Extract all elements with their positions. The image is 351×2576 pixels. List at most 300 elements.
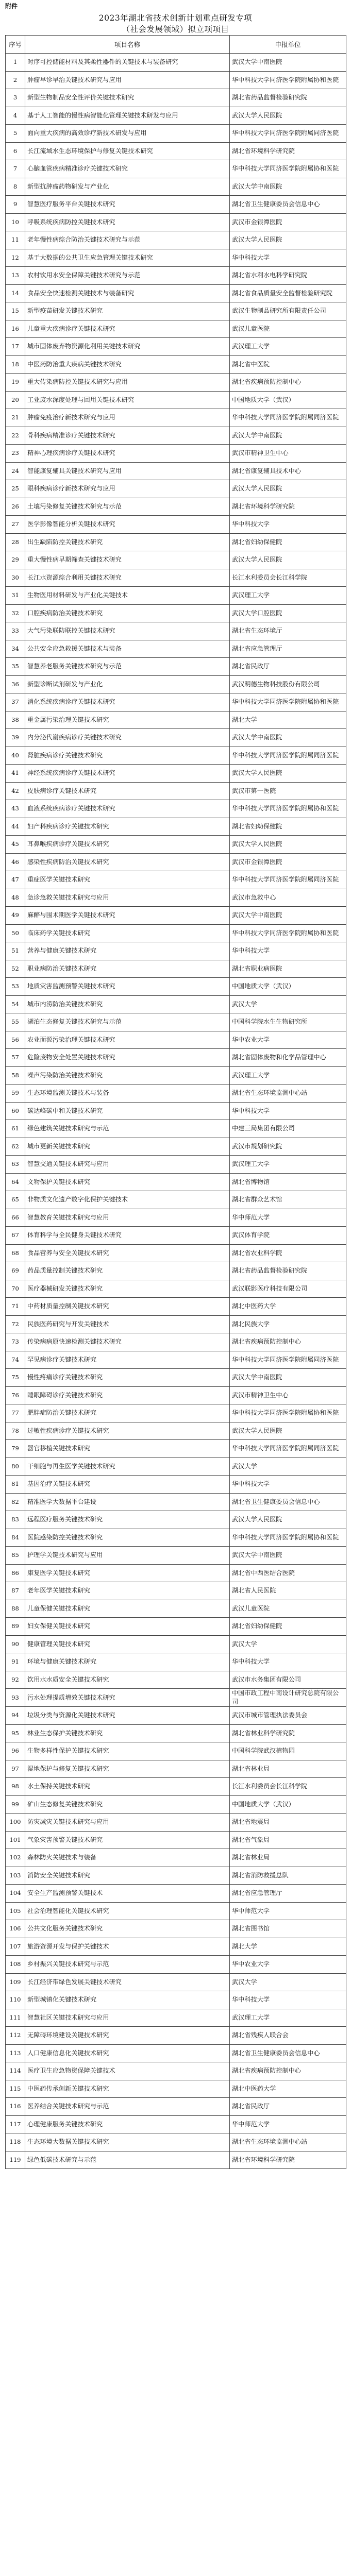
header-project-name: 项目名称 bbox=[25, 36, 230, 54]
table-row bbox=[6, 338, 346, 356]
row-number: 12 bbox=[6, 249, 25, 267]
applicant-unit: 武汉大学人民医院 bbox=[230, 1511, 346, 1529]
row-number: 34 bbox=[6, 640, 25, 658]
row-number: 26 bbox=[6, 498, 25, 516]
row-number: 3 bbox=[6, 89, 25, 107]
project-name: 内分泌代谢疾病诊疗关键技术研究 bbox=[25, 729, 230, 747]
table-row bbox=[6, 1742, 346, 1760]
table-row bbox=[6, 2115, 346, 2133]
project-name: 大气污染联防联控关键技术研究 bbox=[25, 622, 230, 640]
applicant-unit: 湖北省生态环境监测中心站 bbox=[230, 1084, 346, 1103]
table-row bbox=[6, 871, 346, 889]
applicant-unit: 武汉理工大学 bbox=[230, 338, 346, 356]
table-row bbox=[6, 1244, 346, 1262]
table-row bbox=[6, 907, 346, 925]
row-number: 116 bbox=[6, 2098, 25, 2116]
project-name: 生物医用材料研发与产业化关键技术 bbox=[25, 587, 230, 605]
row-number: 98 bbox=[6, 1778, 25, 1796]
project-name: 绿色低碳技术研究与示范 bbox=[25, 2151, 230, 2169]
project-name: 妇女保健关键技术研究 bbox=[25, 1618, 230, 1636]
table-row bbox=[6, 1795, 346, 1814]
table-row bbox=[6, 1138, 346, 1156]
table-row bbox=[6, 1227, 346, 1245]
table-row bbox=[6, 1493, 346, 1511]
row-number: 107 bbox=[6, 1938, 25, 1956]
applicant-unit: 武汉大学 bbox=[230, 1973, 346, 1991]
project-name: 智慧交通关键技术研究与应用 bbox=[25, 1156, 230, 1174]
project-name: 儿童重大疾病诊疗关键技术研究 bbox=[25, 320, 230, 338]
project-name: 智慧养老服务关键技术研究与示范 bbox=[25, 658, 230, 676]
row-number: 60 bbox=[6, 1102, 25, 1120]
table-row bbox=[6, 1440, 346, 1458]
table-row bbox=[6, 765, 346, 783]
row-number: 78 bbox=[6, 1422, 25, 1440]
applicant-unit: 华中科技大学同济医学院附属协和医院 bbox=[230, 71, 346, 89]
project-table bbox=[5, 35, 346, 2169]
project-name: 长江经济带绿色发展关键技术研究 bbox=[25, 1973, 230, 1991]
title-line-1: 2023年湖北省技术创新计划重点研发专项 bbox=[98, 13, 253, 23]
project-name: 重症医学关键技术研究 bbox=[25, 871, 230, 889]
row-number: 37 bbox=[6, 693, 25, 711]
row-number: 65 bbox=[6, 1191, 25, 1209]
table-row bbox=[6, 320, 346, 338]
applicant-unit: 华中科技大学同济医学院附属协和医院 bbox=[230, 1404, 346, 1422]
row-number: 104 bbox=[6, 1885, 25, 1903]
table-row bbox=[6, 498, 346, 516]
row-number: 39 bbox=[6, 729, 25, 747]
project-name: 环境与健康关键技术研究 bbox=[25, 1653, 230, 1671]
applicant-unit: 武汉儿童医院 bbox=[230, 1600, 346, 1618]
project-name: 重大慢性病早期筛查关键技术研究 bbox=[25, 551, 230, 569]
row-number: 19 bbox=[6, 374, 25, 392]
row-number: 52 bbox=[6, 960, 25, 978]
applicant-unit: 武汉市城市管理执法委员会 bbox=[230, 1707, 346, 1725]
table-row bbox=[6, 1600, 346, 1618]
applicant-unit: 湖北中医药大学 bbox=[230, 2080, 346, 2098]
applicant-unit: 湖北省消防救援总队 bbox=[230, 1867, 346, 1885]
project-name: 人口健康信息化关键技术研究 bbox=[25, 2044, 230, 2062]
table-row bbox=[6, 1476, 346, 1494]
row-number: 46 bbox=[6, 853, 25, 871]
project-name: 医学影像智能分析关键技术研究 bbox=[25, 516, 230, 534]
applicant-unit: 湖北省林业局 bbox=[230, 1849, 346, 1867]
row-number: 15 bbox=[6, 302, 25, 320]
row-number: 92 bbox=[6, 1671, 25, 1689]
row-number: 30 bbox=[6, 569, 25, 587]
table-row bbox=[6, 284, 346, 302]
project-name: 慢性疼痛诊疗关键技术研究 bbox=[25, 1369, 230, 1387]
applicant-unit: 武汉大学中南医院 bbox=[230, 907, 346, 925]
row-number: 95 bbox=[6, 1724, 25, 1742]
row-number: 119 bbox=[6, 2151, 25, 2169]
applicant-unit: 湖北省妇幼保健院 bbox=[230, 1618, 346, 1636]
project-name: 精准医学大数据平台建设 bbox=[25, 1493, 230, 1511]
project-name: 新型疫苗研发关键技术研究 bbox=[25, 302, 230, 320]
table-row bbox=[6, 1814, 346, 1832]
project-name: 肿瘤早诊早治关键技术研究与应用 bbox=[25, 71, 230, 89]
project-name: 职业病防治关键技术研究 bbox=[25, 960, 230, 978]
applicant-unit: 武汉大学人民医院 bbox=[230, 480, 346, 498]
applicant-unit: 湖北省固体废物和化学品管理中心 bbox=[230, 1049, 346, 1067]
table-row bbox=[6, 374, 346, 392]
applicant-unit: 武汉明德生物科技股份有限公司 bbox=[230, 675, 346, 693]
table-row bbox=[6, 142, 346, 160]
table-row bbox=[6, 1013, 346, 1031]
row-number: 31 bbox=[6, 587, 25, 605]
project-name: 罕见病诊疗关键技术研究 bbox=[25, 1351, 230, 1369]
row-number: 102 bbox=[6, 1849, 25, 1867]
applicant-unit: 武汉大学中南医院 bbox=[230, 178, 346, 196]
table-row bbox=[6, 1689, 346, 1707]
applicant-unit: 华中科技大学 bbox=[230, 1653, 346, 1671]
table-row bbox=[6, 409, 346, 427]
project-name: 老年慢性病综合防治关键技术研究与示范 bbox=[25, 231, 230, 249]
table-row bbox=[6, 267, 346, 285]
row-number: 89 bbox=[6, 1618, 25, 1636]
project-name: 长江水资源综合利用关键技术研究 bbox=[25, 569, 230, 587]
project-name: 口腔疾病防治关键技术研究 bbox=[25, 604, 230, 622]
applicant-unit: 华中科技大学同济医学院附属同济医院 bbox=[230, 409, 346, 427]
applicant-unit: 武汉大学人民医院 bbox=[230, 231, 346, 249]
applicant-unit: 华中科技大学 bbox=[230, 942, 346, 960]
applicant-unit: 华中科技大学同济医学院附属同济医院 bbox=[230, 747, 346, 765]
table-row bbox=[6, 658, 346, 676]
applicant-unit: 湖北省康复辅具技术中心 bbox=[230, 462, 346, 480]
project-name: 传染病病原快速检测关键技术研究 bbox=[25, 1333, 230, 1351]
row-number: 64 bbox=[6, 1173, 25, 1191]
table-row bbox=[6, 1547, 346, 1565]
row-number: 79 bbox=[6, 1440, 25, 1458]
applicant-unit: 华中师范大学 bbox=[230, 2115, 346, 2133]
row-number: 96 bbox=[6, 1742, 25, 1760]
attachment-label: 附件 bbox=[5, 3, 18, 10]
project-name: 消防安全关键技术研究 bbox=[25, 1867, 230, 1885]
project-name: 睡眠障碍诊疗关键技术研究 bbox=[25, 1386, 230, 1404]
table-row bbox=[6, 480, 346, 498]
project-name: 乡村振兴关键技术研究与示范 bbox=[25, 1956, 230, 1974]
table-row bbox=[6, 213, 346, 231]
applicant-unit: 武汉大学人民医院 bbox=[230, 551, 346, 569]
table-row bbox=[6, 1653, 346, 1671]
applicant-unit: 华中科技大学 bbox=[230, 249, 346, 267]
project-name: 心脑血管疾病精准诊疗关键技术研究 bbox=[25, 160, 230, 178]
row-number: 16 bbox=[6, 320, 25, 338]
row-number: 22 bbox=[6, 427, 25, 445]
project-name: 肿瘤免疫治疗新技术研究与应用 bbox=[25, 409, 230, 427]
project-name: 营养与健康关键技术研究 bbox=[25, 942, 230, 960]
project-name: 城市内涝防治关键技术研究 bbox=[25, 995, 230, 1013]
project-name: 医疗卫生应急物资保障关键技术 bbox=[25, 2062, 230, 2080]
table-row bbox=[6, 1173, 346, 1191]
applicant-unit: 中国市政工程中南设计研究总院有限公司 bbox=[230, 1689, 346, 1707]
project-name: 湖泊生态修复关键技术研究与示范 bbox=[25, 1013, 230, 1031]
row-number: 86 bbox=[6, 1564, 25, 1582]
table-row bbox=[6, 391, 346, 409]
row-number: 40 bbox=[6, 747, 25, 765]
applicant-unit: 武汉市水务集团有限公司 bbox=[230, 1671, 346, 1689]
applicant-unit: 湖北省妇幼保健院 bbox=[230, 533, 346, 551]
project-name: 社会治理智能化关键技术研究 bbox=[25, 1902, 230, 1920]
applicant-unit: 武汉市精神卫生中心 bbox=[230, 1386, 346, 1404]
project-name: 文物保护关键技术研究 bbox=[25, 1173, 230, 1191]
applicant-unit: 华中科技大学同济医学院附属同济医院 bbox=[230, 1440, 346, 1458]
applicant-unit: 武汉市第一医院 bbox=[230, 782, 346, 800]
table-row bbox=[6, 1991, 346, 2009]
row-number: 48 bbox=[6, 889, 25, 907]
table-row bbox=[6, 836, 346, 854]
project-name: 林业生态保护关键技术研究 bbox=[25, 1724, 230, 1742]
table-row bbox=[6, 107, 346, 125]
row-number: 29 bbox=[6, 551, 25, 569]
applicant-unit: 湖北省药品监督检验研究院 bbox=[230, 1262, 346, 1280]
row-number: 82 bbox=[6, 1493, 25, 1511]
project-name: 中药材质量控制关键技术研究 bbox=[25, 1298, 230, 1316]
applicant-unit: 武汉市规划研究院 bbox=[230, 1138, 346, 1156]
applicant-unit: 湖北中医药大学 bbox=[230, 1298, 346, 1316]
table-row bbox=[6, 1351, 346, 1369]
table-row bbox=[6, 889, 346, 907]
project-name: 生态环境大数据关键技术研究 bbox=[25, 2133, 230, 2151]
table-row bbox=[6, 1867, 346, 1885]
applicant-unit: 华中科技大学同济医学院附属协和医院 bbox=[230, 160, 346, 178]
row-number: 87 bbox=[6, 1582, 25, 1600]
table-row bbox=[6, 249, 346, 267]
applicant-unit: 华中科技大学同济医学院附属协和医院 bbox=[230, 1529, 346, 1547]
row-number: 67 bbox=[6, 1227, 25, 1245]
row-number: 56 bbox=[6, 1031, 25, 1049]
project-name: 消化系统疾病诊疗关键技术研究 bbox=[25, 693, 230, 711]
table-row bbox=[6, 924, 346, 942]
project-name: 污水处理提质增效关键技术研究 bbox=[25, 1689, 230, 1707]
applicant-unit: 武汉大学中南医院 bbox=[230, 1547, 346, 1565]
applicant-unit: 湖北省卫生健康委员会信息中心 bbox=[230, 2044, 346, 2062]
row-number: 23 bbox=[6, 445, 25, 463]
row-number: 77 bbox=[6, 1404, 25, 1422]
project-name: 中医药传承创新关键技术研究 bbox=[25, 2080, 230, 2098]
applicant-unit: 华中农业大学 bbox=[230, 1956, 346, 1974]
table-row bbox=[6, 1031, 346, 1049]
row-number: 90 bbox=[6, 1635, 25, 1653]
row-number: 84 bbox=[6, 1529, 25, 1547]
table-row bbox=[6, 1707, 346, 1725]
row-number: 73 bbox=[6, 1333, 25, 1351]
applicant-unit: 中国科学院水生生物研究所 bbox=[230, 1013, 346, 1031]
project-name: 皮肤病诊疗关键技术研究 bbox=[25, 782, 230, 800]
applicant-unit: 湖北省农业科学院 bbox=[230, 1244, 346, 1262]
table-row bbox=[6, 853, 346, 871]
applicant-unit: 华中科技大学同济医学院附属协和医院 bbox=[230, 693, 346, 711]
applicant-unit: 湖北省民政厅 bbox=[230, 2098, 346, 2116]
table-row bbox=[6, 445, 346, 463]
applicant-unit: 湖北省生态环境厅 bbox=[230, 622, 346, 640]
project-name: 重大传染病防控关键技术研究与应用 bbox=[25, 374, 230, 392]
row-number: 47 bbox=[6, 871, 25, 889]
project-name: 儿童保健关键技术研究 bbox=[25, 1600, 230, 1618]
applicant-unit: 湖北省中西医结合医院 bbox=[230, 1564, 346, 1582]
table-row bbox=[6, 178, 346, 196]
table-row bbox=[6, 1066, 346, 1084]
project-name: 无障碍环境建设关键技术研究 bbox=[25, 2027, 230, 2045]
row-number: 49 bbox=[6, 907, 25, 925]
project-name: 城市更新关键技术研究 bbox=[25, 1138, 230, 1156]
project-name: 时序可控储能材料及其柔性器件的关键技术与装备研究 bbox=[25, 54, 230, 72]
table-row bbox=[6, 1049, 346, 1067]
project-name: 老年医学关键技术研究 bbox=[25, 1582, 230, 1600]
table-header-row bbox=[6, 36, 346, 54]
applicant-unit: 武汉生物制品研究所有限责任公司 bbox=[230, 302, 346, 320]
row-number: 85 bbox=[6, 1547, 25, 1565]
row-number: 27 bbox=[6, 516, 25, 534]
table-row bbox=[6, 551, 346, 569]
project-name: 工业废水深度处理与回用关键技术研究 bbox=[25, 391, 230, 409]
row-number: 58 bbox=[6, 1066, 25, 1084]
row-number: 43 bbox=[6, 800, 25, 818]
row-number: 91 bbox=[6, 1653, 25, 1671]
row-number: 10 bbox=[6, 213, 25, 231]
project-name: 器官移植关键技术研究 bbox=[25, 1440, 230, 1458]
project-name: 神经系统疾病诊疗关键技术研究 bbox=[25, 765, 230, 783]
project-name: 湿地保护与修复关键技术研究 bbox=[25, 1760, 230, 1778]
applicant-unit: 湖北省妇幼保健院 bbox=[230, 818, 346, 836]
row-number: 7 bbox=[6, 160, 25, 178]
project-name: 农村饮用水安全保障关键技术研究与示范 bbox=[25, 267, 230, 285]
project-name: 智慧医疗服务平台关键技术研究 bbox=[25, 196, 230, 214]
project-name: 基于大数据的公共卫生应急管理关键技术研究 bbox=[25, 249, 230, 267]
table-row bbox=[6, 1778, 346, 1796]
applicant-unit: 湖北省地震局 bbox=[230, 1814, 346, 1832]
table-row bbox=[6, 2080, 346, 2098]
row-number: 14 bbox=[6, 284, 25, 302]
table-row bbox=[6, 1404, 346, 1422]
table-row bbox=[6, 1386, 346, 1404]
table-row bbox=[6, 1885, 346, 1903]
row-number: 81 bbox=[6, 1476, 25, 1494]
applicant-unit: 湖北省应急管理厅 bbox=[230, 640, 346, 658]
applicant-unit: 湖北省应急管理厅 bbox=[230, 1885, 346, 1903]
table-row bbox=[6, 1298, 346, 1316]
project-name: 危险废物安全处置关键技术研究 bbox=[25, 1049, 230, 1067]
applicant-unit: 湖北省生态环境监测中心站 bbox=[230, 2133, 346, 2151]
project-name: 健康管理关键技术研究 bbox=[25, 1635, 230, 1653]
row-number: 113 bbox=[6, 2044, 25, 2062]
row-number: 2 bbox=[6, 71, 25, 89]
row-number: 101 bbox=[6, 1831, 25, 1849]
applicant-unit: 武汉体育学院 bbox=[230, 1227, 346, 1245]
project-name: 中医药防治重大疾病关键技术研究 bbox=[25, 355, 230, 374]
applicant-unit: 武汉市金银潭医院 bbox=[230, 213, 346, 231]
row-number: 83 bbox=[6, 1511, 25, 1529]
table-row bbox=[6, 1156, 346, 1174]
table-row bbox=[6, 1529, 346, 1547]
applicant-unit: 长江水利委员会长江科学院 bbox=[230, 569, 346, 587]
project-name: 气象灾害预警关键技术研究 bbox=[25, 1831, 230, 1849]
table-row bbox=[6, 818, 346, 836]
project-name: 生物多样性保护关键技术研究 bbox=[25, 1742, 230, 1760]
document-title bbox=[5, 12, 346, 35]
applicant-unit: 华中科技大学同济医学院附属同济医院 bbox=[230, 1351, 346, 1369]
row-number: 17 bbox=[6, 338, 25, 356]
table-row bbox=[6, 231, 346, 249]
project-name: 医养结合关键技术研究与示范 bbox=[25, 2098, 230, 2116]
row-number: 88 bbox=[6, 1600, 25, 1618]
table-row bbox=[6, 1102, 346, 1120]
project-name: 医院感染防控关键技术研究 bbox=[25, 1529, 230, 1547]
table-row bbox=[6, 1511, 346, 1529]
row-number: 70 bbox=[6, 1280, 25, 1298]
row-number: 1 bbox=[6, 54, 25, 72]
table-row bbox=[6, 1458, 346, 1476]
row-number: 50 bbox=[6, 924, 25, 942]
project-name: 旅游资源开发与保护关键技术 bbox=[25, 1938, 230, 1956]
table-row bbox=[6, 2098, 346, 2116]
project-name: 智慧社区关键技术研究与应用 bbox=[25, 2009, 230, 2027]
applicant-unit: 湖北大学 bbox=[230, 1938, 346, 1956]
row-number: 111 bbox=[6, 2009, 25, 2027]
row-number: 38 bbox=[6, 711, 25, 729]
project-name: 心理健康服务关键技术研究 bbox=[25, 2115, 230, 2133]
applicant-unit: 湖北省环境科学研究院 bbox=[230, 498, 346, 516]
project-name: 防灾减灾关键技术研究与应用 bbox=[25, 1814, 230, 1832]
row-number: 9 bbox=[6, 196, 25, 214]
applicant-unit: 武汉市急救中心 bbox=[230, 889, 346, 907]
table-row bbox=[6, 1849, 346, 1867]
applicant-unit: 中国科学院武汉植物园 bbox=[230, 1742, 346, 1760]
table-row bbox=[6, 1618, 346, 1636]
table-row bbox=[6, 1315, 346, 1333]
applicant-unit: 湖北省水利水电科学研究院 bbox=[230, 267, 346, 285]
applicant-unit: 长江水利委员会长江科学院 bbox=[230, 1778, 346, 1796]
table-row bbox=[6, 427, 346, 445]
header-number: 序号 bbox=[6, 36, 25, 54]
table-row bbox=[6, 587, 346, 605]
table-row bbox=[6, 747, 346, 765]
row-number: 99 bbox=[6, 1795, 25, 1814]
project-name: 呼吸系统疾病防控关键技术研究 bbox=[25, 213, 230, 231]
project-name: 感染性疾病防治关键技术研究 bbox=[25, 853, 230, 871]
project-name: 非物质文化遗产数字化保护关键技术 bbox=[25, 1191, 230, 1209]
row-number: 28 bbox=[6, 533, 25, 551]
applicant-unit: 湖北省疾病预防控制中心 bbox=[230, 1333, 346, 1351]
row-number: 105 bbox=[6, 1902, 25, 1920]
project-name: 公共安全应急救援关键技术与装备 bbox=[25, 640, 230, 658]
table-row bbox=[6, 54, 346, 72]
applicant-unit: 华中科技大学同济医学院附属同济医院 bbox=[230, 125, 346, 143]
project-name: 噪声污染防治关键技术研究 bbox=[25, 1066, 230, 1084]
row-number: 103 bbox=[6, 1867, 25, 1885]
table-row bbox=[6, 1262, 346, 1280]
row-number: 76 bbox=[6, 1386, 25, 1404]
applicant-unit: 湖北省残疾人联合会 bbox=[230, 2027, 346, 2045]
row-number: 106 bbox=[6, 1920, 25, 1938]
project-name: 面向重大疾病的高效诊疗新技术研发与应用 bbox=[25, 125, 230, 143]
project-name: 公共文化服务关键技术研究 bbox=[25, 1920, 230, 1938]
table-row bbox=[6, 942, 346, 960]
row-number: 59 bbox=[6, 1084, 25, 1103]
row-number: 93 bbox=[6, 1689, 25, 1707]
row-number: 57 bbox=[6, 1049, 25, 1067]
project-name: 垃圾分类与资源化关键技术研究 bbox=[25, 1707, 230, 1725]
applicant-unit: 华中师范大学 bbox=[230, 1209, 346, 1227]
applicant-unit: 湖北省职业病医院 bbox=[230, 960, 346, 978]
row-number: 51 bbox=[6, 942, 25, 960]
applicant-unit: 湖北省民政厅 bbox=[230, 658, 346, 676]
table-row bbox=[6, 1671, 346, 1689]
row-number: 112 bbox=[6, 2027, 25, 2045]
table-row bbox=[6, 1831, 346, 1849]
row-number: 72 bbox=[6, 1315, 25, 1333]
project-name: 出生缺陷防控关键技术研究 bbox=[25, 533, 230, 551]
project-name: 新型生物制品安全性评价关键技术研究 bbox=[25, 89, 230, 107]
